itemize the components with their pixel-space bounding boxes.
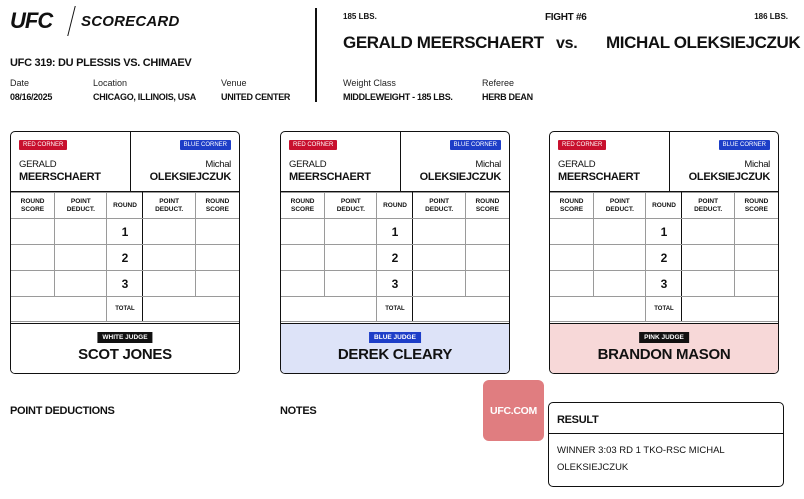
round-row xyxy=(550,271,778,297)
blue-corner-badge: BLUE CORNER xyxy=(180,140,231,150)
round-number: 3 xyxy=(107,271,143,297)
round-number: 2 xyxy=(107,245,143,271)
col-point-deduct: POINT DEDUCT. xyxy=(325,193,377,219)
col-point-deduct: POINT DEDUCT. xyxy=(413,193,465,219)
total-row xyxy=(550,297,778,322)
round-row xyxy=(11,219,239,245)
red-round-score-cell xyxy=(281,245,325,271)
blue-point-deduct-cell xyxy=(682,219,734,245)
col-round: ROUND xyxy=(107,193,143,219)
red-total-cell xyxy=(281,297,377,322)
col-round-score: ROUND SCORE xyxy=(11,193,55,219)
blue-weight: 186 LBS. xyxy=(754,12,788,21)
red-fighter xyxy=(558,159,640,183)
red-point-deduct-cell xyxy=(594,271,646,297)
card-header xyxy=(281,132,509,192)
col-round-score: ROUND SCORE xyxy=(465,193,509,219)
card-header xyxy=(11,132,239,192)
ufc-com-button[interactable]: UFC.COM xyxy=(483,380,544,441)
red-round-score-cell xyxy=(281,271,325,297)
logo-divider xyxy=(67,6,75,36)
blue-point-deduct-cell xyxy=(682,245,734,271)
round-row xyxy=(281,245,509,271)
weight-class-label: Weight Class xyxy=(343,78,396,88)
red-round-score-cell xyxy=(550,245,594,271)
round-row xyxy=(281,219,509,245)
red-point-deduct-cell xyxy=(325,271,377,297)
blue-total-cell xyxy=(143,297,239,322)
judge-badge: PINK JUDGE xyxy=(639,332,689,343)
blue-fighter xyxy=(689,159,770,183)
red-fighter xyxy=(19,159,101,183)
red-last-name: MEERSCHAERT xyxy=(289,171,371,183)
round-row xyxy=(550,219,778,245)
blue-round-score-cell xyxy=(734,245,778,271)
red-total-cell xyxy=(11,297,107,322)
judge-badge: WHITE JUDGE xyxy=(97,332,152,343)
blue-round-score-cell xyxy=(465,271,509,297)
blue-point-deduct-cell xyxy=(143,219,195,245)
total-row xyxy=(11,297,239,322)
judge-area xyxy=(550,323,778,374)
ufc-logo: UFC xyxy=(10,8,53,33)
total-label: TOTAL xyxy=(377,297,413,322)
col-point-deduct: POINT DEDUCT. xyxy=(594,193,646,219)
total-row xyxy=(281,297,509,322)
red-round-score-cell xyxy=(11,245,55,271)
red-first-name: GERALD xyxy=(19,159,57,170)
fight-number: FIGHT #6 xyxy=(545,12,587,23)
result-divider xyxy=(549,433,783,434)
date-value: 08/16/2025 xyxy=(10,92,53,102)
red-point-deduct-cell xyxy=(594,245,646,271)
notes-title: NOTES xyxy=(280,405,317,417)
blue-point-deduct-cell xyxy=(413,219,465,245)
red-round-score-cell xyxy=(11,219,55,245)
round-number: 3 xyxy=(646,271,682,297)
col-round-score: ROUND SCORE xyxy=(734,193,778,219)
weight-class-value: MIDDLEWEIGHT - 185 LBS. xyxy=(343,92,453,102)
blue-fighter-name: MICHAL OLEKSIEJCZUK xyxy=(606,33,801,52)
result-text: WINNER 3:03 RD 1 TKO-RSC MICHAL OLEKSIEJCZUK xyxy=(557,445,725,473)
blue-round-score-cell xyxy=(195,245,239,271)
judge-name: BRANDON MASON xyxy=(597,346,731,363)
blue-first-name: Michal xyxy=(475,159,501,170)
score-table xyxy=(11,192,239,322)
blue-first-name: Michal xyxy=(205,159,231,170)
blue-round-score-cell xyxy=(195,219,239,245)
red-point-deduct-cell xyxy=(325,219,377,245)
col-round-score: ROUND SCORE xyxy=(550,193,594,219)
blue-point-deduct-cell xyxy=(682,271,734,297)
result-box xyxy=(548,402,784,487)
red-first-name: GERALD xyxy=(289,159,327,170)
judge-badge: BLUE JUDGE xyxy=(369,332,421,343)
referee-label: Referee xyxy=(482,78,515,88)
blue-corner-badge: BLUE CORNER xyxy=(719,140,770,150)
judge-area xyxy=(281,323,509,374)
col-round-score: ROUND SCORE xyxy=(281,193,325,219)
red-corner-badge: RED CORNER xyxy=(19,140,67,150)
col-point-deduct: POINT DEDUCT. xyxy=(143,193,195,219)
round-number: 1 xyxy=(377,219,413,245)
round-row xyxy=(11,271,239,297)
red-point-deduct-cell xyxy=(55,219,107,245)
total-label: TOTAL xyxy=(646,297,682,322)
col-round: ROUND xyxy=(646,193,682,219)
round-number: 1 xyxy=(107,219,143,245)
red-round-score-cell xyxy=(550,219,594,245)
header-divider xyxy=(315,8,317,102)
round-number: 2 xyxy=(646,245,682,271)
round-number: 2 xyxy=(377,245,413,271)
red-point-deduct-cell xyxy=(55,245,107,271)
red-last-name: MEERSCHAERT xyxy=(19,171,101,183)
venue-value: UNITED CENTER xyxy=(221,92,291,102)
scorecard-2 xyxy=(280,131,510,374)
blue-round-score-cell xyxy=(195,271,239,297)
scorecard-1 xyxy=(10,131,240,374)
score-header-row xyxy=(550,193,778,219)
scorecard-3 xyxy=(549,131,779,374)
red-corner-badge: RED CORNER xyxy=(558,140,606,150)
event-title: UFC 319: DU PLESSIS VS. CHIMAEV xyxy=(10,57,192,69)
red-weight: 185 LBS. xyxy=(343,12,377,21)
red-round-score-cell xyxy=(281,219,325,245)
red-fighter-name: GERALD MEERSCHAERT xyxy=(343,33,544,52)
blue-first-name: Michal xyxy=(744,159,770,170)
round-number: 1 xyxy=(646,219,682,245)
col-point-deduct: POINT DEDUCT. xyxy=(55,193,107,219)
judge-name: SCOT JONES xyxy=(78,346,172,363)
blue-last-name: OLEKSIEJCZUK xyxy=(149,171,231,183)
card-header-divider xyxy=(400,132,401,192)
scorecard-title: SCORECARD xyxy=(81,13,180,30)
score-header-row xyxy=(11,193,239,219)
round-row xyxy=(550,245,778,271)
blue-point-deduct-cell xyxy=(413,271,465,297)
red-point-deduct-cell xyxy=(594,219,646,245)
blue-round-score-cell xyxy=(734,271,778,297)
col-round: ROUND xyxy=(377,193,413,219)
round-number: 3 xyxy=(377,271,413,297)
total-label: TOTAL xyxy=(107,297,143,322)
red-fighter xyxy=(289,159,371,183)
blue-point-deduct-cell xyxy=(413,245,465,271)
blue-round-score-cell xyxy=(465,245,509,271)
blue-total-cell xyxy=(682,297,778,322)
blue-last-name: OLEKSIEJCZUK xyxy=(688,171,770,183)
blue-round-score-cell xyxy=(465,219,509,245)
round-row xyxy=(281,271,509,297)
card-header-divider xyxy=(669,132,670,192)
venue-label: Venue xyxy=(221,78,247,88)
blue-point-deduct-cell xyxy=(143,245,195,271)
card-header xyxy=(550,132,778,192)
date-label: Date xyxy=(10,78,30,88)
blue-fighter xyxy=(420,159,501,183)
point-deductions-title: POINT DEDUCTIONS xyxy=(10,405,115,417)
score-header-row xyxy=(281,193,509,219)
round-row xyxy=(11,245,239,271)
blue-total-cell xyxy=(413,297,509,322)
blue-fighter xyxy=(150,159,231,183)
col-point-deduct: POINT DEDUCT. xyxy=(682,193,734,219)
referee-value: HERB DEAN xyxy=(482,92,533,102)
red-round-score-cell xyxy=(11,271,55,297)
location-label: Location xyxy=(93,78,128,88)
red-total-cell xyxy=(550,297,646,322)
score-table xyxy=(281,192,509,322)
location-value: CHICAGO, ILLINOIS, USA xyxy=(93,92,196,102)
vs-label: vs. xyxy=(556,35,578,52)
card-header-divider xyxy=(130,132,131,192)
judge-area xyxy=(11,323,239,374)
col-round-score: ROUND SCORE xyxy=(195,193,239,219)
red-round-score-cell xyxy=(550,271,594,297)
red-point-deduct-cell xyxy=(55,271,107,297)
result-title: RESULT xyxy=(557,414,599,426)
red-point-deduct-cell xyxy=(325,245,377,271)
red-corner-badge: RED CORNER xyxy=(289,140,337,150)
blue-round-score-cell xyxy=(734,219,778,245)
blue-corner-badge: BLUE CORNER xyxy=(450,140,501,150)
judge-name: DEREK CLEARY xyxy=(337,346,453,363)
blue-point-deduct-cell xyxy=(143,271,195,297)
blue-last-name: OLEKSIEJCZUK xyxy=(419,171,501,183)
score-table xyxy=(550,192,778,322)
red-last-name: MEERSCHAERT xyxy=(558,171,640,183)
red-first-name: GERALD xyxy=(558,159,596,170)
